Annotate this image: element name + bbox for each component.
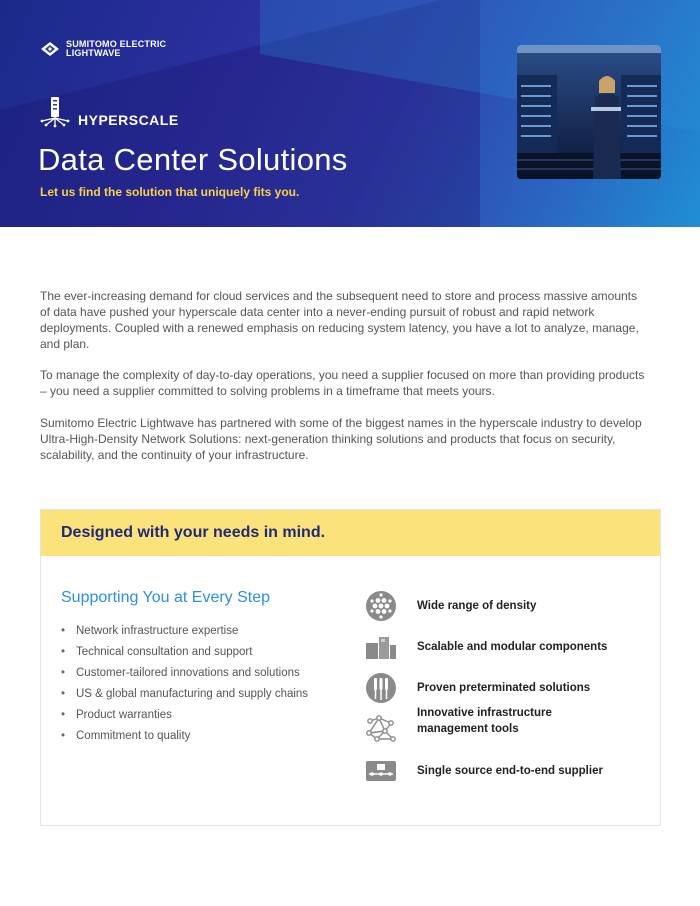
feature-item [365, 631, 655, 663]
server-room-image [517, 45, 661, 179]
modular-blocks-icon [365, 631, 397, 663]
feature-label: Scalable and modular components [417, 641, 608, 653]
network-nodes-icon [365, 713, 397, 745]
supplier-flow-icon [365, 755, 397, 787]
list-item: • Product warranties [61, 709, 172, 721]
page-title: Data Center Solutions [38, 142, 348, 177]
tagline: Let us find the solution that uniquely fits you. [40, 185, 300, 199]
list-item: • Customer-tailored innovations and solutions [61, 667, 300, 679]
list-item: • Technical consultation and support [61, 646, 253, 658]
intro-paragraph-1: The ever-increasing demand for cloud services and the subsequent need to store and process massive amounts of data have pushed your hyperscale data center into a never-ending pursuit of robust and rapid network deployments. Coupled with a renewed emphasis on reducing system latency, you have a lot to analyze, manage, and plan. [40, 289, 639, 351]
feature-item [365, 707, 655, 745]
needs-box [40, 509, 661, 826]
hero-banner [0, 0, 700, 227]
feature-item [365, 672, 655, 704]
feature-item [365, 755, 655, 787]
feature-label: Wide range of density [417, 600, 537, 612]
feature-item [365, 590, 655, 622]
feature-label: Innovative infrastructure management tools [417, 707, 552, 735]
intro-paragraph-2: To manage the complexity of day-to-day operations, you need a supplier focused on more than providing products – you need a supplier committed to solving problems in a timeframe that meets yours. [40, 368, 645, 398]
feature-label: Single source end-to-end supplier [417, 765, 603, 777]
sumitomo-logo-icon [40, 41, 60, 57]
hyperscale-label [40, 96, 179, 128]
brand-logo [40, 40, 166, 58]
needs-heading: Designed with your needs in mind. [61, 524, 326, 541]
data-center-photo [517, 45, 661, 179]
support-list [61, 623, 308, 749]
brand-line-1: SUMITOMO ELECTRIC [66, 39, 167, 49]
intro-paragraph-3: Sumitomo Electric Lightwave has partnered with some of the biggest names in the hyperscale industry to develop Ultra-High-Density Network Solutions: next-generation thinking solutions and products that focus on security, scalability, and the continuity of your infrastructure. [40, 416, 642, 462]
fiber-density-icon [365, 590, 397, 622]
feature-label: Proven preterminated solutions [417, 682, 591, 694]
connectors-icon [365, 672, 397, 704]
needs-box-header [41, 510, 660, 556]
brand-line-2: LIGHTWAVE [66, 48, 121, 58]
list-item: • Commitment to quality [61, 730, 191, 742]
list-item: • US & global manufacturing and supply chains [61, 688, 309, 700]
support-title: Supporting You at Every Step [61, 589, 271, 606]
list-item: • Network infrastructure expertise [61, 625, 239, 637]
hyperscale-icon [40, 96, 70, 128]
product-name: HYPERSCALE [78, 112, 179, 128]
